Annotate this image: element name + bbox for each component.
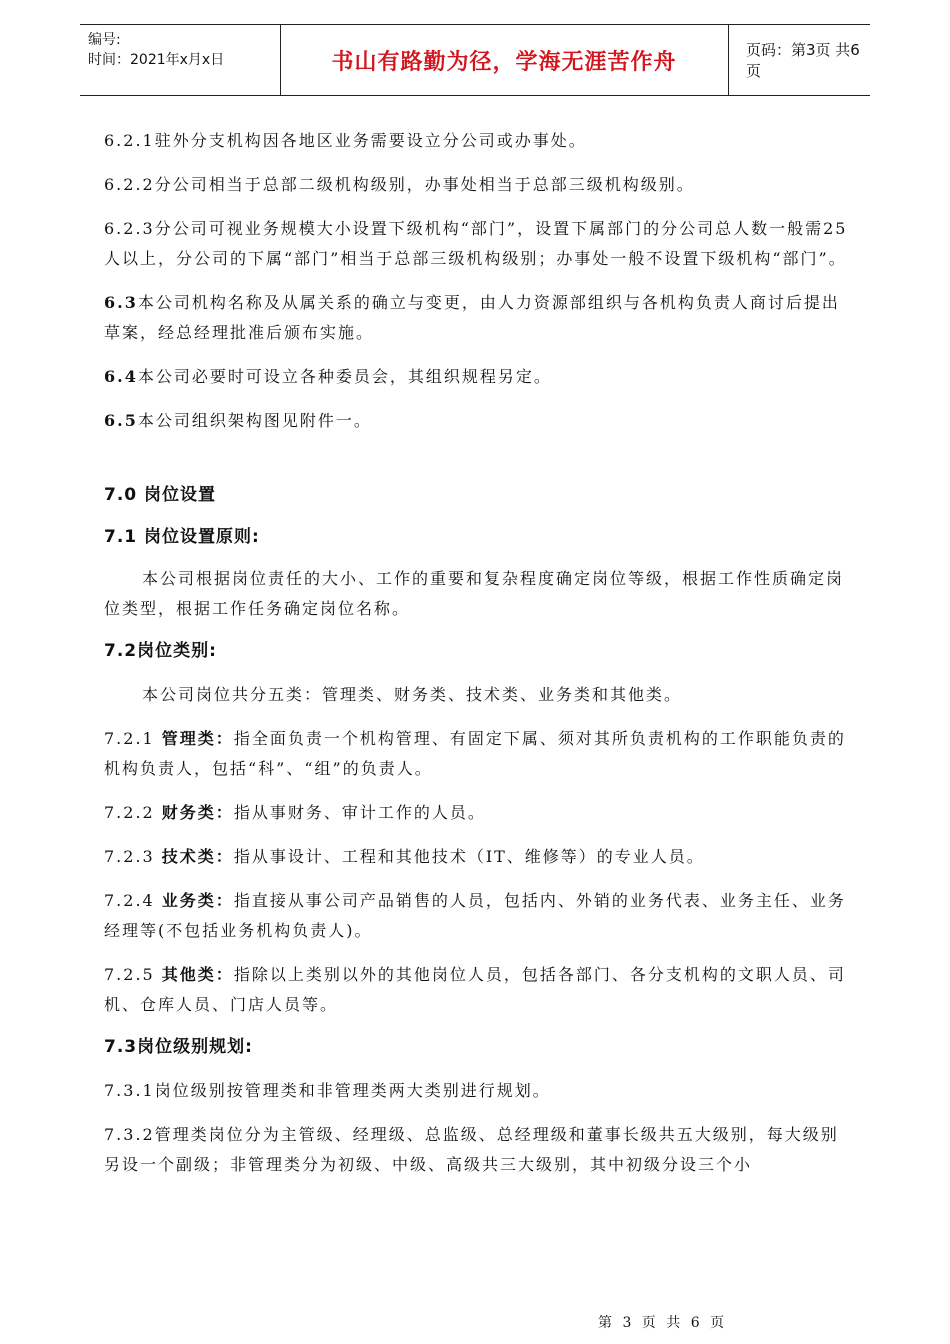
heading-7-2: 7.2岗位类别:: [104, 641, 217, 661]
document-time-label: 时间：2021年x月x日: [88, 52, 225, 68]
paragraph-7-3-1: 7.3.1岗位级别按管理类和非管理类两大类别进行规划。: [104, 1081, 551, 1100]
paragraph-text: 指直接从事公司产品销售的人员，包括内、外销的业务代表、业务主任、业务经理等(不包括业务机构负责人)。: [104, 891, 846, 940]
category-term: 管理类：: [161, 729, 234, 748]
category-term: 业务类：: [161, 891, 234, 910]
section-number: 7.2.2: [104, 803, 162, 822]
header-motto-cell: [280, 25, 729, 95]
heading-7-0: 7.0 岗位设置: [104, 485, 217, 505]
document-number-label: 编号:: [88, 32, 121, 48]
heading-7-3: 7.3岗位级别规划:: [104, 1037, 253, 1057]
header-meta: [80, 25, 281, 95]
paragraph-7-2-4: [104, 886, 849, 946]
paragraph-7-2-1: [104, 724, 849, 784]
page-header: [80, 24, 870, 96]
paragraph-7-2-body: 本公司岗位共分五类：管理类、财务类、技术类、业务类和其他类。: [142, 685, 683, 704]
paragraph-text: 指从事设计、工程和其他技术（IT、维修等）的专业人员。: [233, 847, 705, 866]
section-number: 7.2.5: [104, 965, 162, 984]
header-motto: 书山有路勤为径，学海无涯苦作舟: [331, 49, 677, 75]
paragraph-6-2-3: 6.2.3分公司可视业务规模大小设置下级机构“部门”，设置下属部门的分公司总人数一般需25人以上，分公司的下属“部门”相当于总部三级机构级别；办事处一般不设置下级机构“部门”。: [104, 219, 848, 268]
document-body: [104, 126, 849, 1180]
section-number: 7.2.3: [104, 847, 162, 866]
category-term: 财务类：: [161, 803, 234, 822]
section-number: 6.4: [104, 367, 138, 386]
category-term: 其他类：: [161, 965, 234, 984]
paragraph-text: 指从事财务、审计工作的人员。: [233, 803, 486, 822]
paragraph-text: 本公司机构名称及从属关系的确立与变更，由人力资源部组织与各机构负责人商讨后提出草案，经总经理批准后颁布实施。: [104, 293, 840, 342]
paragraph-text: 指全面负责一个机构管理、有固定下属、须对其所负责机构的工作职能负责的机构负责人，包括“科”、“组”的负责人。: [104, 729, 846, 778]
paragraph-6-3: [104, 288, 849, 348]
section-number: 6.3: [104, 293, 138, 312]
header-page-cell: [728, 25, 870, 95]
section-number: 6.5: [104, 411, 138, 430]
section-number: 7.2.1: [104, 729, 162, 748]
paragraph-7-2-3: [104, 842, 849, 872]
paragraph-7-2-5: [104, 960, 849, 1020]
header-page-number: 页码：第3页 共6页: [746, 41, 860, 80]
paragraph-6-2-1: 6.2.1驻外分支机构因各地区业务需要设立分公司或办事处。: [104, 131, 587, 150]
paragraph-7-1-body: 本公司根据岗位责任的大小、工作的重要和复杂程度确定岗位等级，根据工作性质确定岗位类型，根据工作任务确定岗位名称。: [104, 569, 845, 618]
paragraph-6-4: [104, 362, 849, 392]
paragraph-text: 本公司必要时可设立各种委员会，其组织规程另定。: [137, 367, 552, 386]
paragraph-text: 本公司组织架构图见附件一。: [137, 411, 372, 430]
paragraph-7-2-2: [104, 798, 849, 828]
section-number: 7.2.4: [104, 891, 162, 910]
paragraph-7-3-2: 7.3.2管理类岗位分为主管级、经理级、总监级、总经理级和董事长级共五大级别，每大级别另设一个副级；非管理类分为初级、中级、高级共三大级别，其中初级分设三个小: [104, 1125, 839, 1174]
paragraph-text: 指除以上类别以外的其他岗位人员，包括各部门、各分支机构的文职人员、司机、仓库人员、门店人员等。: [104, 965, 846, 1014]
footer-page-number: 第 3 页 共 6 页: [598, 1315, 728, 1331]
heading-7-1: 7.1 岗位设置原则:: [104, 527, 260, 547]
category-term: 技术类：: [161, 847, 234, 866]
paragraph-6-5: [104, 406, 849, 436]
paragraph-6-2-2: 6.2.2分公司相当于总部二级机构级别，办事处相当于总部三级机构级别。: [104, 175, 695, 194]
